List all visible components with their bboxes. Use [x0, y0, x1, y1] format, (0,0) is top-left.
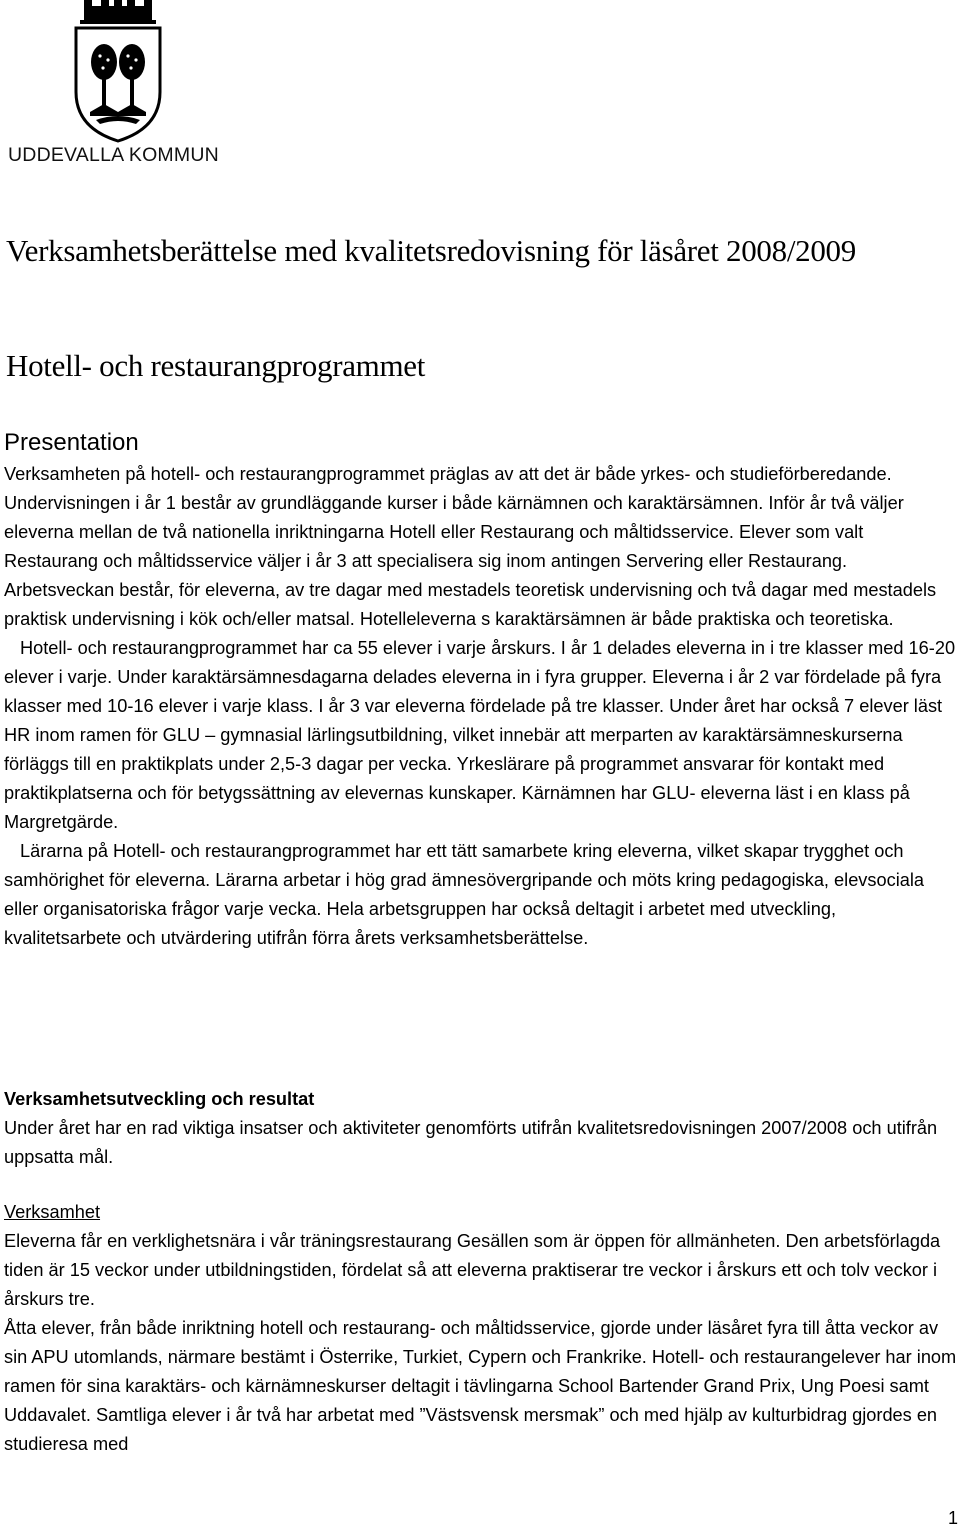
operations-paragraph-2: Åtta elever, från både inriktning hotell och restaurang- och måltidsservice, gjorde under läsåret fyra till åtta veckor av sin APU utomlands, närmare bestämt i Österrike, Turkiet, Cypern och Frankrike. Hotell- och restaurangelever har inom ramen för sina karaktärs- och kärnämneskurser deltagit i tävlingarna School Bartender Grand Prix, Ung Poesi samt Uddavalet. Samtliga elever i år två har arbetat med ”Västsvensk mersmak” och med hjälp av kulturbidrag gjordes en studieresa med — [4, 1318, 957, 1454]
development-section — [4, 1085, 958, 1172]
presentation-section — [4, 426, 958, 953]
development-paragraph: Under året har en rad viktiga insatser och aktiviteter genomförts utifrån kvalitetsredovisningen 2007/2008 och utifrån uppsatta mål. — [4, 1118, 938, 1167]
document-subtitle: Hotell- och restaurangprogrammet — [6, 348, 426, 383]
coat-of-arms-icon — [4, 0, 234, 145]
development-heading: Verksamhetsutveckling och resultat — [4, 1089, 315, 1109]
presentation-paragraph-3: Lärarna på Hotell- och restaurangprogrammet har ett tätt samarbete kring eleverna, vilket skapar trygghet och samhörighet för eleverna. Lärarna arbetar i hög grad ämnesövergripande och möts kring pedagogiska, elevsociala eller organisatoriska frågor varje vecka. Hela arbetsgruppen har också deltagit i arbetet med utveckling, kvalitetsarbete och utvärdering utifrån förra årets verksamhetsberättelse. — [4, 841, 925, 948]
operations-heading: Verksamhet — [4, 1202, 101, 1222]
logo-text: UDDEVALLA KOMMUN — [8, 144, 219, 166]
operations-section — [4, 1198, 958, 1459]
presentation-heading: Presentation — [4, 429, 139, 456]
operations-paragraph-1: Eleverna får en verklighetsnära i vår träningsrestaurang Gesällen som är öppen för allmänheten. Den arbetsförlagda tiden är 15 veckor under utbildningstiden, fördelat så att eleverna praktiserar tre veckor i årskurs ett och tolv veckor i årskurs tre. — [4, 1231, 941, 1309]
presentation-paragraph-1: Verksamheten på hotell- och restaurangprogrammet präglas av att det är både yrkes- och studieförberedande. Undervisningen i år 1 består av grundläggande kurser i både kärnämnen och karaktärsämnen. Inför år två väljer eleverna mellan de två nationella inriktningarna Hotell eller Restaurang och måltidsservice. Elever som valt Restaurang och måltidsservice väljer i år 3 att specialisera sig inom antingen Servering eller Restaurang. Arbetsveckan består, för eleverna, av tre dagar med mestadels teoretisk undervisning och två dagar med mestadels praktisk undervisning i kök och/eller matsal. Hotelleleverna s karaktärsämnen är både praktiska och teoretiska. — [4, 464, 937, 629]
page-number: 1 — [948, 1508, 959, 1528]
municipal-coat-of-arms — [4, 0, 234, 168]
presentation-paragraph-2: Hotell- och restaurangprogrammet har ca 55 elever i varje årskurs. I år 1 delades eleverna in i tre klasser med 16-20 elever i varje. Under karaktärsämnesdagarna delades eleverna in i fyra grupper. Eleverna i år 2 var fördelade på fyra klasser med 10-16 elever i varje klass. I år 3 var eleverna fördelade på tre klasser. Under året har också 7 elever läst HR inom ramen för GLU – gymnasial lärlingsutbildning, vilket innebär att merparten av karaktärsämneskurserna förläggs till en praktikplats under 2,5-3 dagar per vecka. Yrkeslärare på programmet ansvarar för kontakt med praktikplatserna och för betygssättning av elevernas kunskaper. Kärnämnen har GLU- eleverna läst i en klass på Margretgärde. — [4, 638, 956, 832]
document-title: Verksamhetsberättelse med kvalitetsredovisning för läsåret 2008/2009 — [6, 233, 856, 268]
